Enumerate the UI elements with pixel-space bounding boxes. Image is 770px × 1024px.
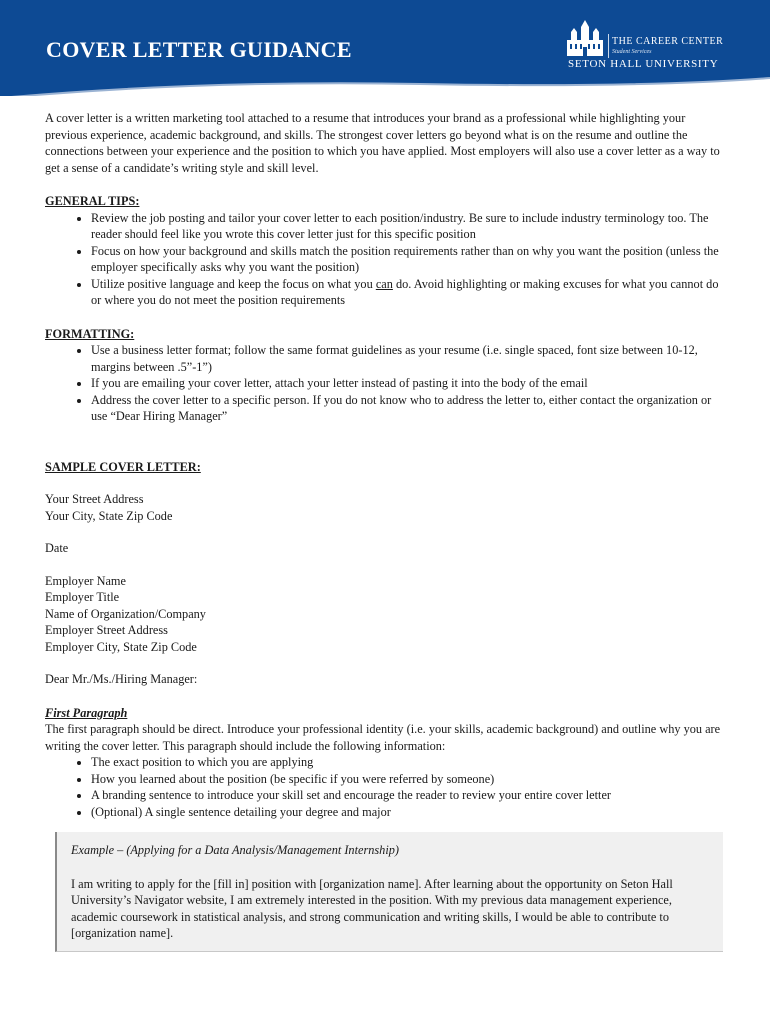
- sender-address: [45, 491, 725, 524]
- employer-line: Employer Name: [45, 573, 126, 588]
- address-line: Your Street Address: [45, 492, 144, 506]
- document-body: [45, 110, 725, 820]
- list-item: • Review the job posting and tailor your cover letter to each position/industry. Be sure to include industry terminology too. The reader should feel like you wrote this cover letter just for this specific position: [91, 210, 725, 243]
- logo-divider: [608, 34, 609, 58]
- header-swoosh: [0, 70, 770, 96]
- list-item: • Focus on how your background and skills match the position requirements rather than on why you want the position (unless the employer specifically asks why you want the position): [91, 243, 725, 276]
- list-item: • Address the cover letter to a specific person. If you do not know who to address the letter to, either contact the organization or use “Dear Hiring Manager”: [91, 392, 725, 425]
- general-tips-list: [45, 210, 725, 309]
- formatting-list: [45, 342, 725, 425]
- example-title: Example – (Applying for a Data Analysis/Management Internship): [71, 843, 399, 857]
- first-paragraph-text: The first paragraph should be direct. Introduce your professional identity (i.e. your skills, academic background) and outline why you are writing the cover letter. This paragraph should include the following information:: [45, 722, 721, 753]
- tip-text: Utilize positive language and keep the focus on what you: [91, 276, 376, 291]
- sample-letter-heading: SAMPLE COVER LETTER:: [45, 459, 201, 474]
- list-item: • How you learned about the position (be specific if you were referred by someone): [91, 771, 725, 788]
- logo-career-center-text: THE CAREER CENTER: [612, 36, 724, 47]
- list-item: • If you are emailing your cover letter, attach your letter instead of pasting it into the body of the email: [91, 375, 725, 392]
- list-item: • Use a business letter format; follow the same format guidelines as your resume (i.e. single spaced, font size between 10-12, margins between .5”-1”): [91, 342, 725, 375]
- letter-date: Date: [45, 541, 69, 555]
- intro-paragraph: A cover letter is a written marketing tool attached to a resume that introduces your brand as a professional while highlighting your previous experience, academic background, and skills. The strongest cover letters go beyond what is on the resume and outline the connections between your experience and the position to which you have applied. Most employers will also use a cover letter as a way to get a sense of a candidate’s writing style and skill level.: [45, 111, 720, 175]
- logo-university-text: SETON HALL UNIVERSITY: [568, 58, 719, 70]
- employer-line: Employer Title: [45, 590, 120, 604]
- list-item: • (Optional) A single sentence detailing your degree and major: [91, 804, 725, 821]
- building-icon: [566, 20, 604, 58]
- employer-line: Employer Street Address: [45, 623, 168, 637]
- first-paragraph-heading: First Paragraph: [45, 705, 128, 720]
- example-text: I am writing to apply for the [fill in] position with [organization name]. After learning about the opportunity on Seton Hall University’s Navigator website, I am extremely interested in the position. With my previous data management experience, academic coursework in statistical analysis, and strong communication and writing skills, I would be able to contribute to [organization name].: [71, 876, 673, 940]
- general-tips-heading: GENERAL TIPS:: [45, 194, 140, 208]
- first-paragraph-list: [45, 754, 725, 820]
- career-center-logo: [566, 20, 726, 72]
- list-item: • The exact position to which you are applying: [91, 754, 725, 771]
- formatting-heading: FORMATTING:: [45, 326, 135, 341]
- employer-line: Employer City, State Zip Code: [45, 639, 197, 654]
- tip-text: do. Avoid highlighting or making excuses for what you cannot do or where you do not meet the position requirements: [91, 276, 719, 307]
- example-box: [55, 832, 723, 952]
- salutation: Dear Mr./Ms./Hiring Manager:: [45, 672, 198, 686]
- page-header: [0, 0, 770, 96]
- employer-block: [45, 573, 725, 656]
- address-line: Your City, State Zip Code: [45, 508, 173, 523]
- list-item: [91, 276, 725, 309]
- list-item: • A branding sentence to introduce your skill set and encourage the reader to review your entire cover letter: [91, 787, 725, 804]
- logo-subtitle: Student Services: [612, 49, 652, 55]
- employer-line: Name of Organization/Company: [45, 606, 206, 621]
- page-title: COVER LETTER GUIDANCE: [46, 37, 352, 62]
- tip-underlined-word: can: [375, 276, 393, 291]
